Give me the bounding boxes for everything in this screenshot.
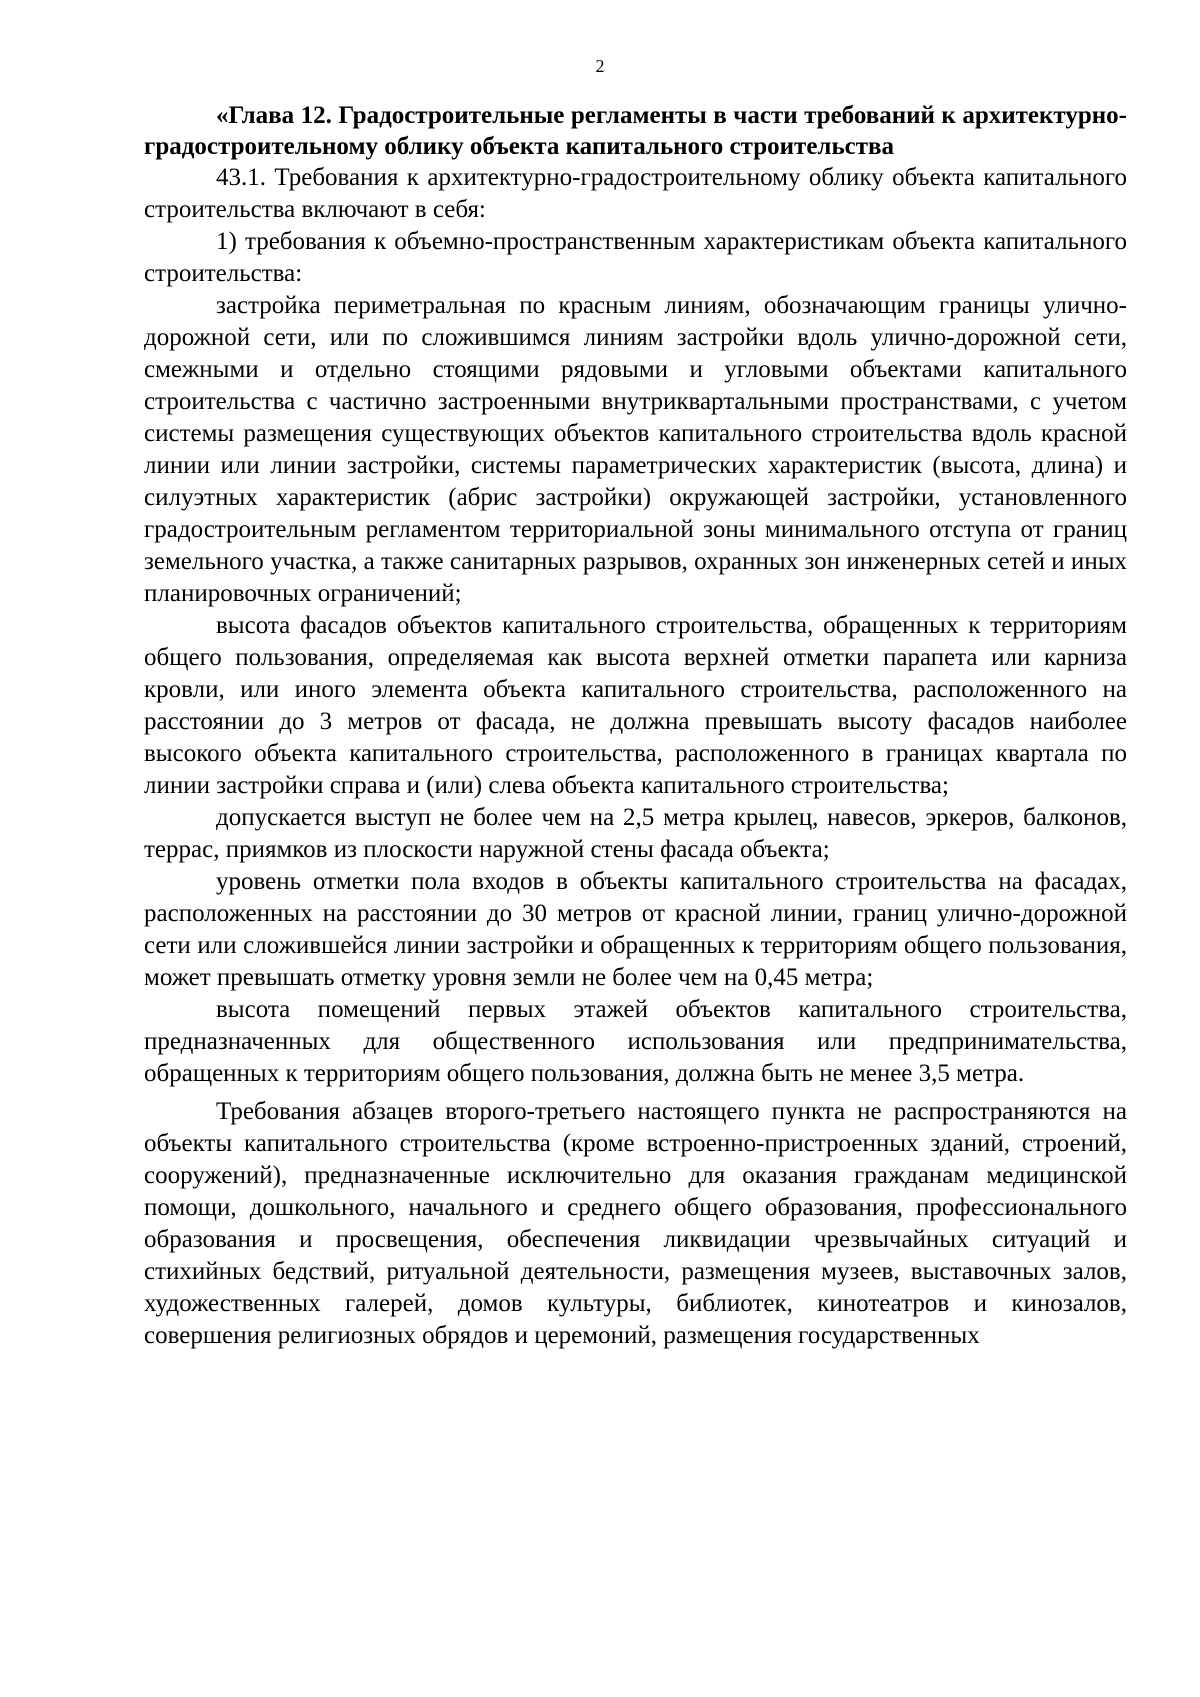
paragraph-exceptions: Требования абзацев второго-третьего настоящего пункта не распространяются на объекты капитального строительства (кроме встроенно-пристроенных зданий, строений, сооружений), предназначенные исключительно для оказания гражданам медицинской помощи, дошкольного, начального и среднего общего образования, профессионального образования и просвещения, обеспечения ликвидации чрезвычайных ситуаций и стихийных бедствий, ритуальной деятельности, размещения музеев, выставочных залов, художественных галерей, домов культуры, библиотек, кинотеатров и кинозалов, совершения религиозных обрядов и церемоний, размещения государственных xyxy=(144,1098,1127,1349)
paragraph-first-floor-height: высота помещений первых этажей объектов капитального строительства, предназначенных для общественного использования или предпринимательства, обращенных к территориям общего пользования, должна быть не менее 3,5 метра. xyxy=(144,996,1127,1087)
list-item-1: 1) требования к объемно-пространственным характеристикам объекта капитального строительства: xyxy=(144,228,1127,287)
chapter-heading: «Глава 12. Градостроительные регламенты в части требований к архитектурно-градостроительному облику объекта капитального строительства xyxy=(144,102,1127,160)
paragraph-43-1: 43.1. Требования к архитектурно-градостроительному облику объекта капитального строительства включают в себя: xyxy=(144,164,1127,223)
paragraph-perimeter-development: застройка периметральная по красным линиям, обозначающим границы улично-дорожной сети, или по сложившимся линиям застройки вдоль улично-дорожной сети, смежными и отдельно стоящими рядовыми и угловыми объектами капитального строительства с частично застроенными внутриквартальными пространствами, с учетом системы размещения существующих объектов капитального строительства вдоль красной линии или линии застройки, системы параметрических характеристик (высота, длина) и силуэтных характеристик (абрис застройки) окружающей застройки, установленного градостроительным регламентом территориальной зоны минимального отступа от границ земельного участка, а также санитарных разрывов, охранных зон инженерных сетей и иных планировочных ограничений; xyxy=(144,292,1127,607)
paragraph-entrance-floor-level: уровень отметки пола входов в объекты капитального строительства на фасадах, расположенных на расстоянии до 30 метров от красной линии, границ улично-дорожной сети или сложившейся линии застройки и обращенных к территориям общего пользования, может превышать отметку уровня земли не более чем на 0,45 метра; xyxy=(144,868,1127,991)
document-body xyxy=(144,100,1127,1352)
paragraph-projection-allowance: допускается выступ не более чем на 2,5 метра крылец, навесов, эркеров, балконов, террас, приямков из плоскости наружной стены фасада объекта; xyxy=(144,804,1127,863)
paragraph-facade-height: высота фасадов объектов капитального строительства, обращенных к территориям общего пользования, определяемая как высота верхней отметки парапета или карниза кровли, или иного элемента объекта капитального строительства, расположенного на расстоянии до 3 метров от фасада, не должна превышать высоту фасадов наиболее высокого объекта капитального строительства, расположенного в границах квартала по линии застройки справа и (или) слева объекта капитального строительства; xyxy=(144,612,1127,799)
page-number: 2 xyxy=(595,56,605,76)
